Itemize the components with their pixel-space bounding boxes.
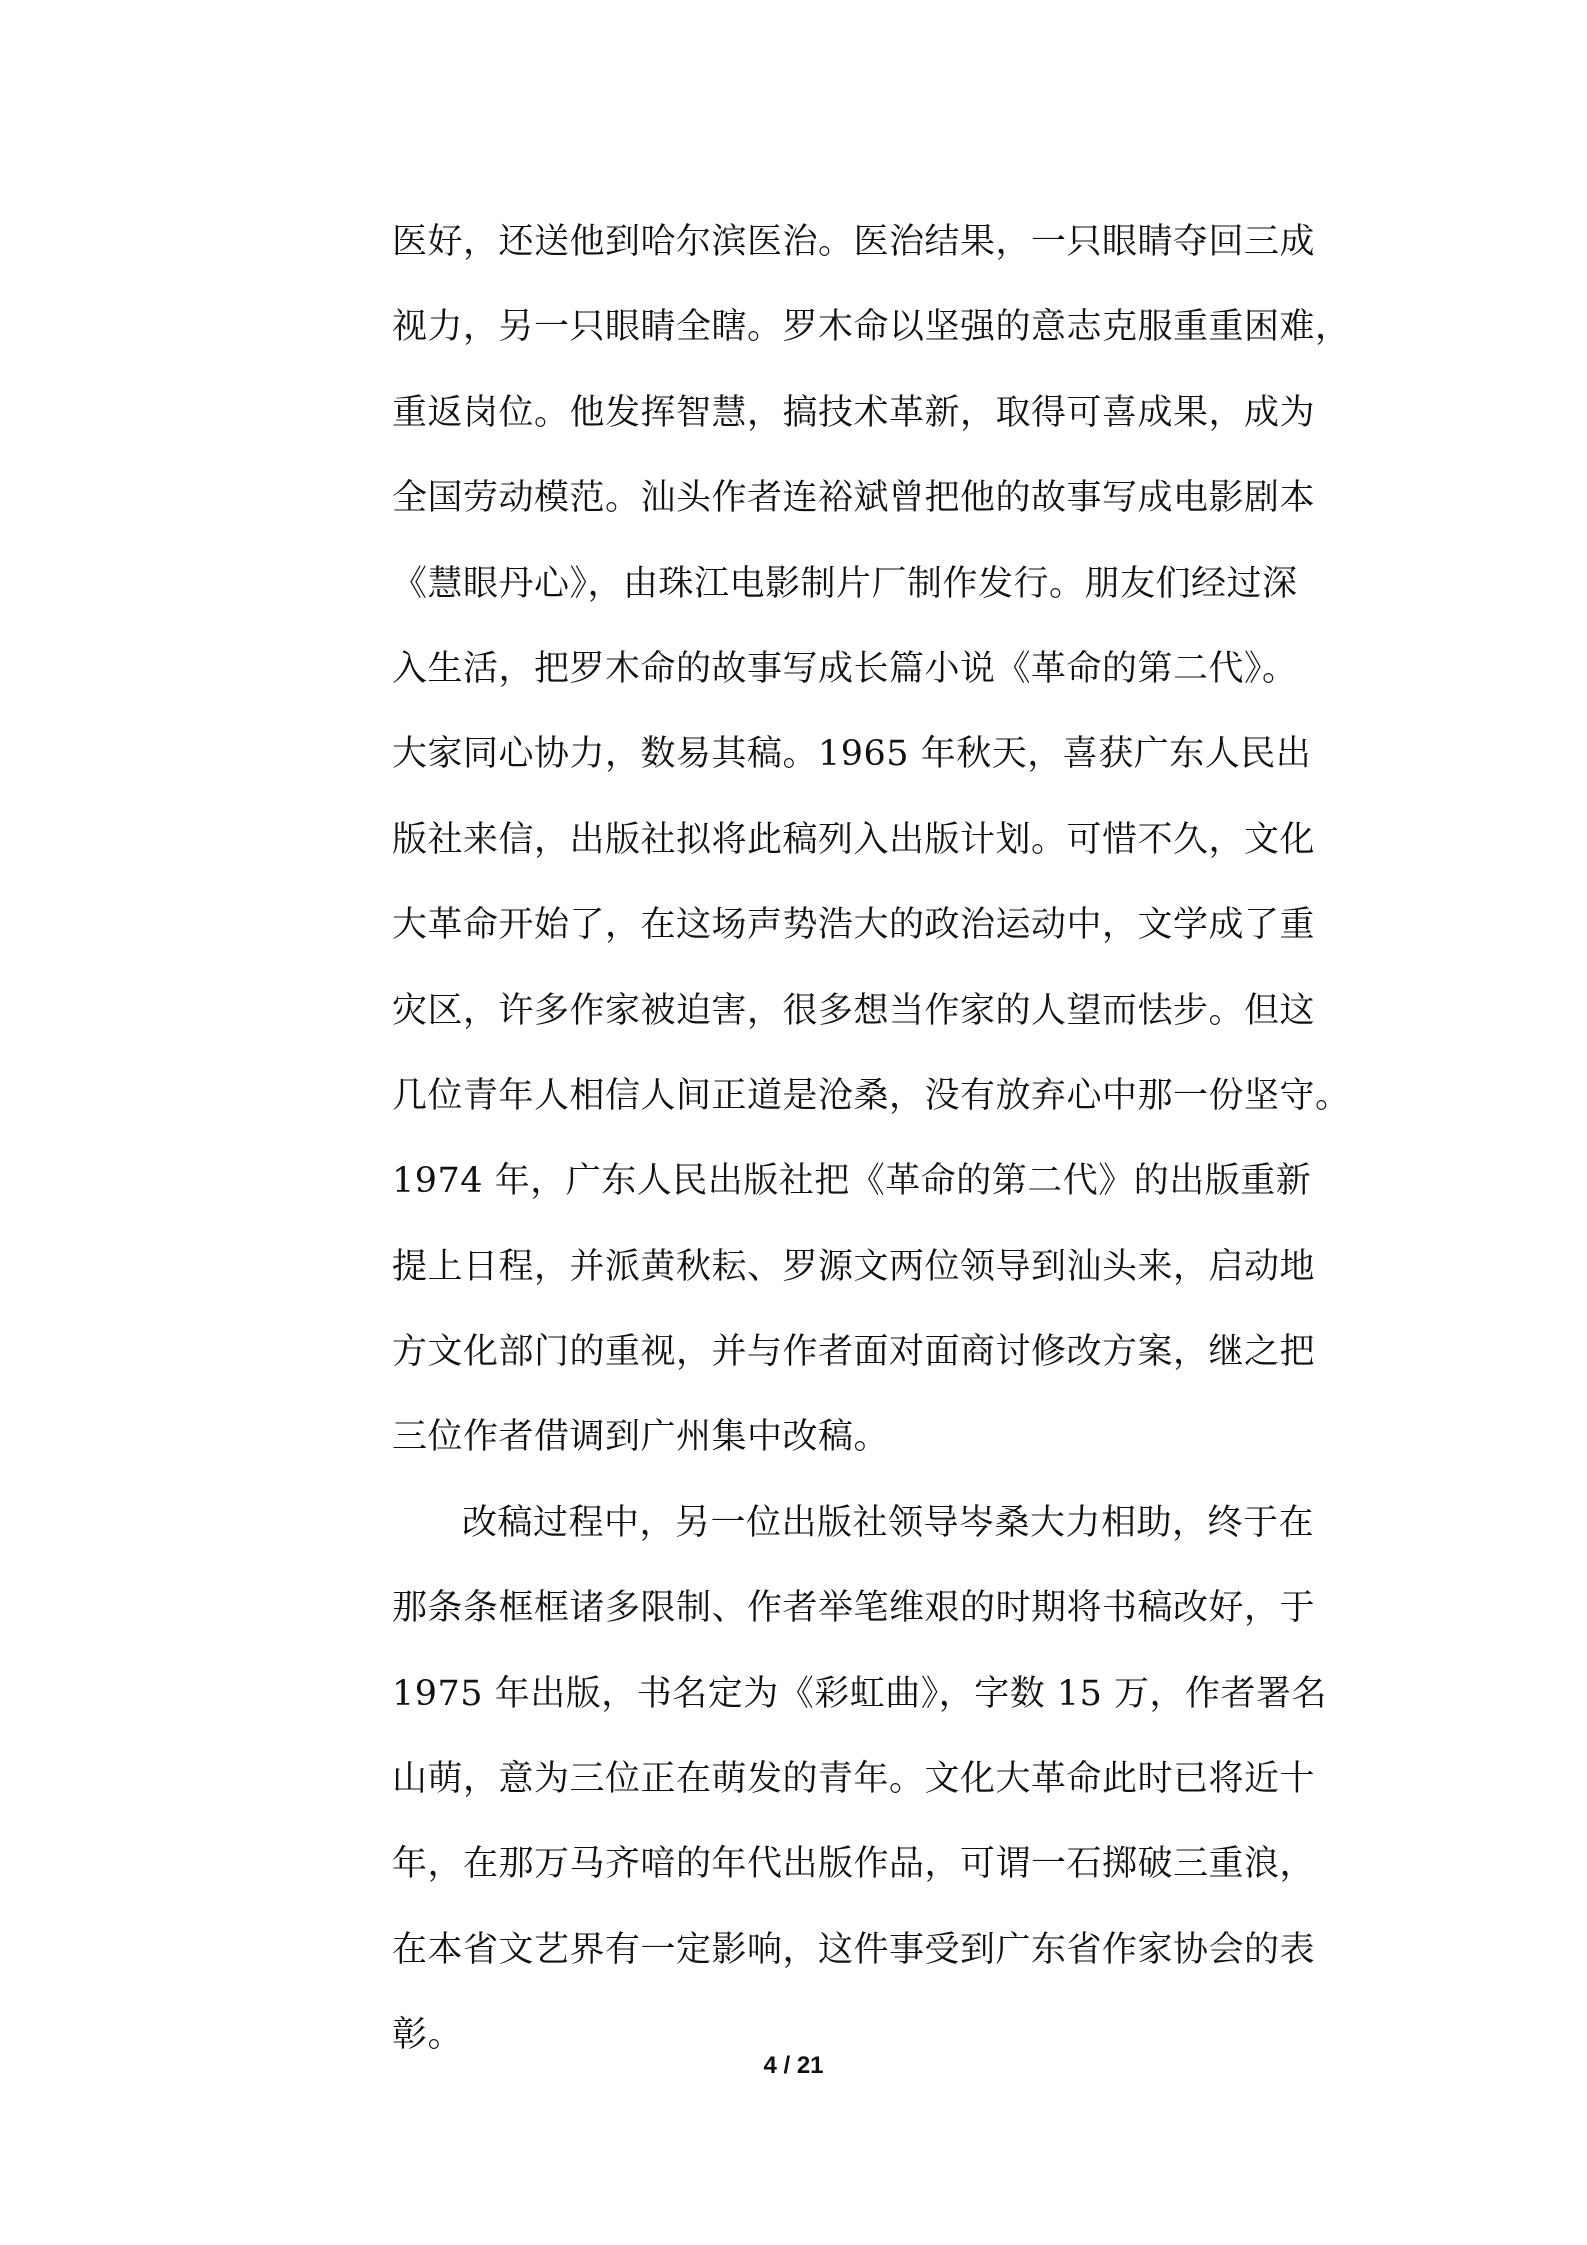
- text-line: 改稿过程中，另一位出版社领导岑桑大力相助，终于在: [462, 1502, 1315, 1543]
- text-line: 大革命开始了，在这场声势浩大的政治运动中，文学成了重: [392, 905, 1316, 946]
- text-line: 入生活，把罗木命的故事写成长篇小说《革命的第二代》。: [392, 648, 1298, 689]
- text-line: 《慧眼丹心》，由珠江电影制片厂制作发行。朋友们经过深: [392, 563, 1298, 604]
- text-line: 医好，还送他到哈尔滨医治。医治结果，一只眼睛夺回三成: [392, 222, 1316, 262]
- text-line: 彰。: [392, 2015, 464, 2056]
- text-line: 1975 年出版，书名定为《彩虹曲》，字数 15 万，作者署名: [392, 1673, 1327, 1714]
- text-line: 几位青年人相信人间正道是沧桑，没有放弃心中那一份坚守。: [392, 1075, 1351, 1116]
- text-line: 提上日程，并派黄秋耘、罗源文两位领导到汕头来，启动地: [392, 1246, 1316, 1287]
- text-line: 重返岗位。他发挥智慧，搞技术革新，取得可喜成果，成为: [392, 392, 1316, 433]
- text-line: 视力，另一只眼睛全瞎。罗木命以坚强的意志克服重重困难，: [392, 307, 1351, 348]
- text-line: 三位作者借调到广州集中改稿。: [392, 1417, 890, 1458]
- paragraph-2: [392, 1481, 1352, 2079]
- text-line: 在本省文艺界有一定影响，这件事受到广东省作家协会的表: [392, 1929, 1316, 1970]
- paragraph-1: [392, 200, 1352, 1481]
- page-number: 4 / 21: [763, 2052, 824, 2079]
- text-line: 1974 年，广东人民出版社把《革命的第二代》的出版重新: [392, 1161, 1312, 1202]
- text-line: 全国劳动模范。汕头作者连裕斌曾把他的故事写成电影剧本: [392, 478, 1316, 519]
- text-line: 山萌，意为三位正在萌发的青年。文化大革命此时已将近十: [392, 1759, 1316, 1800]
- text-line: 方文化部门的重视，并与作者面对面商讨修改方案，继之把: [392, 1332, 1316, 1373]
- text-line: 版社来信，出版社拟将此稿列入出版计划。可惜不久，文化: [392, 819, 1316, 860]
- text-line: 大家同心协力，数易其稿。1965 年秋天，喜获广东人民出: [392, 734, 1312, 775]
- text-line: 灾区，许多作家被迫害，很多想当作家的人望而怯步。但这: [392, 990, 1316, 1031]
- document-body: [392, 200, 1352, 2079]
- text-line: 年，在那万马齐喑的年代出版作品，可谓一石掷破三重浪，: [392, 1844, 1316, 1885]
- text-line: 那条条框框诸多限制、作者举笔维艰的时期将书稿改好，于: [392, 1588, 1316, 1629]
